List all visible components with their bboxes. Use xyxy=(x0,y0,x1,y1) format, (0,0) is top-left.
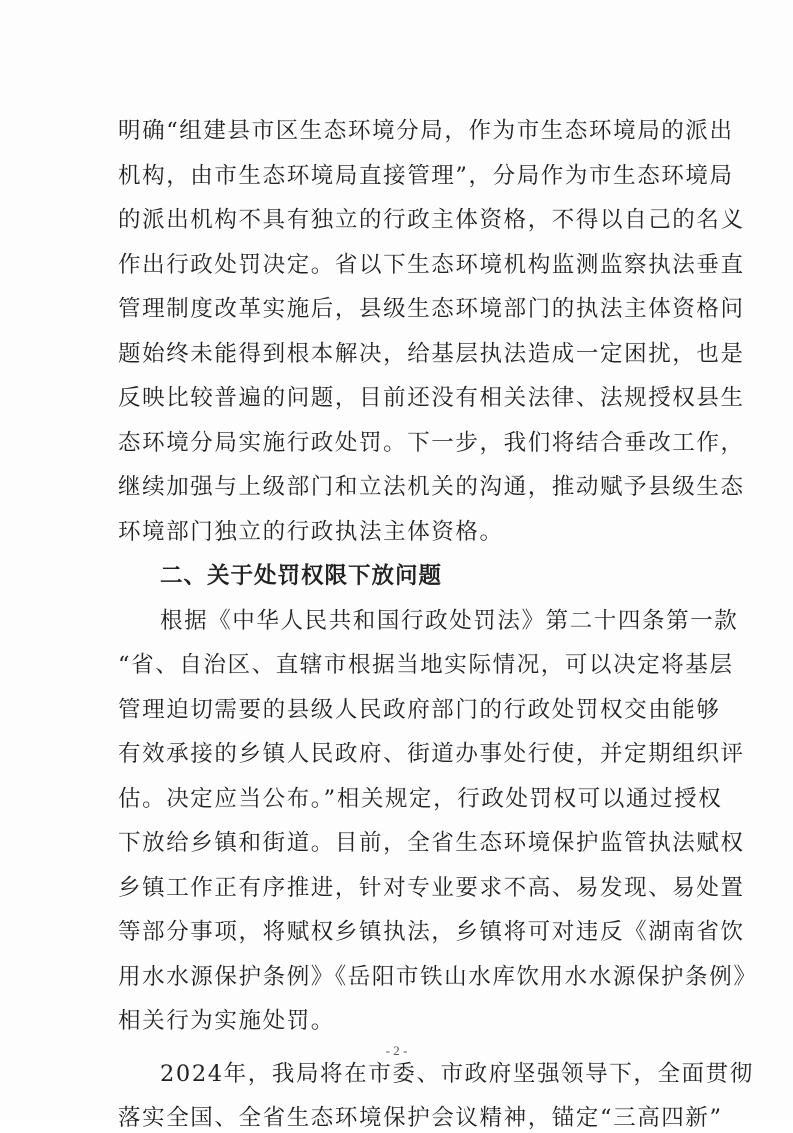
body-line: 下放给乡镇和街道。目前，全省生态环境保护监管执法赋权 xyxy=(118,830,745,856)
body-line: 等部分事项，将赋权乡镇执法，乡镇将可对违反《湖南省饮 xyxy=(118,919,745,945)
body-line: 反映比较普遍的问题，目前还没有相关法律、法规授权县生 xyxy=(118,385,745,411)
body-line: 题始终未能得到根本解决，给基层执法造成一定困扰，也是 xyxy=(118,341,745,367)
section-heading: 二、关于处罚权限下放问题 xyxy=(160,563,443,589)
body-line: 环境部门独立的行政执法主体资格。 xyxy=(118,519,504,545)
page-number: - 2 - xyxy=(385,1043,408,1058)
body-line: 落实全国、全省生态环境保护会议精神，锚定“三高四新” xyxy=(118,1105,723,1131)
body-line: “省、自治区、直辖市根据当地实际情况，可以决定将基层 xyxy=(118,652,734,678)
body-line: 明确“组建县市区生态环境分局，作为市生态环境局的派出 xyxy=(118,118,734,144)
body-line: 管理制度改革实施后，县级生态环境部门的执法主体资格问 xyxy=(118,296,745,322)
body-line: 有效承接的乡镇人民政府、街道办事处行使，并定期组织评 xyxy=(118,741,745,767)
body-line: 机构，由市生态环境局直接管理”，分局作为市生态环境局 xyxy=(118,163,734,189)
body-line: 态环境分局实施行政处罚。下一步，我们将结合垂改工作， xyxy=(118,430,745,456)
body-line: 估。决定应当公布。”相关规定，行政处罚权可以通过授权 xyxy=(118,786,723,812)
body-line: 作出行政处罚决定。省以下生态环境机构监测监察执法垂直 xyxy=(118,252,745,278)
body-line: 乡镇工作正有序推进，针对专业要求不高、易发现、易处置 xyxy=(118,875,745,901)
body-line: 的派出机构不具有独立的行政主体资格，不得以自己的名义 xyxy=(118,207,745,233)
body-line: 用水水源保护条例》《岳阳市铁山水库饮用水水源保护条例》 xyxy=(118,964,758,990)
body-line: 继续加强与上级部门和立法机关的沟通，推动赋予县级生态 xyxy=(118,474,745,500)
body-line: 管理迫切需要的县级人民政府部门的行政处罚权交由能够 xyxy=(118,697,721,723)
body-line: 根据《中华人民共和国行政处罚法》第二十四条第一款 xyxy=(160,608,739,634)
body-line: 相关行为实施处罚。 xyxy=(118,1008,335,1034)
body-line: 2024年，我局将在市委、市政府坚强领导下，全面贯彻 xyxy=(160,1061,754,1087)
